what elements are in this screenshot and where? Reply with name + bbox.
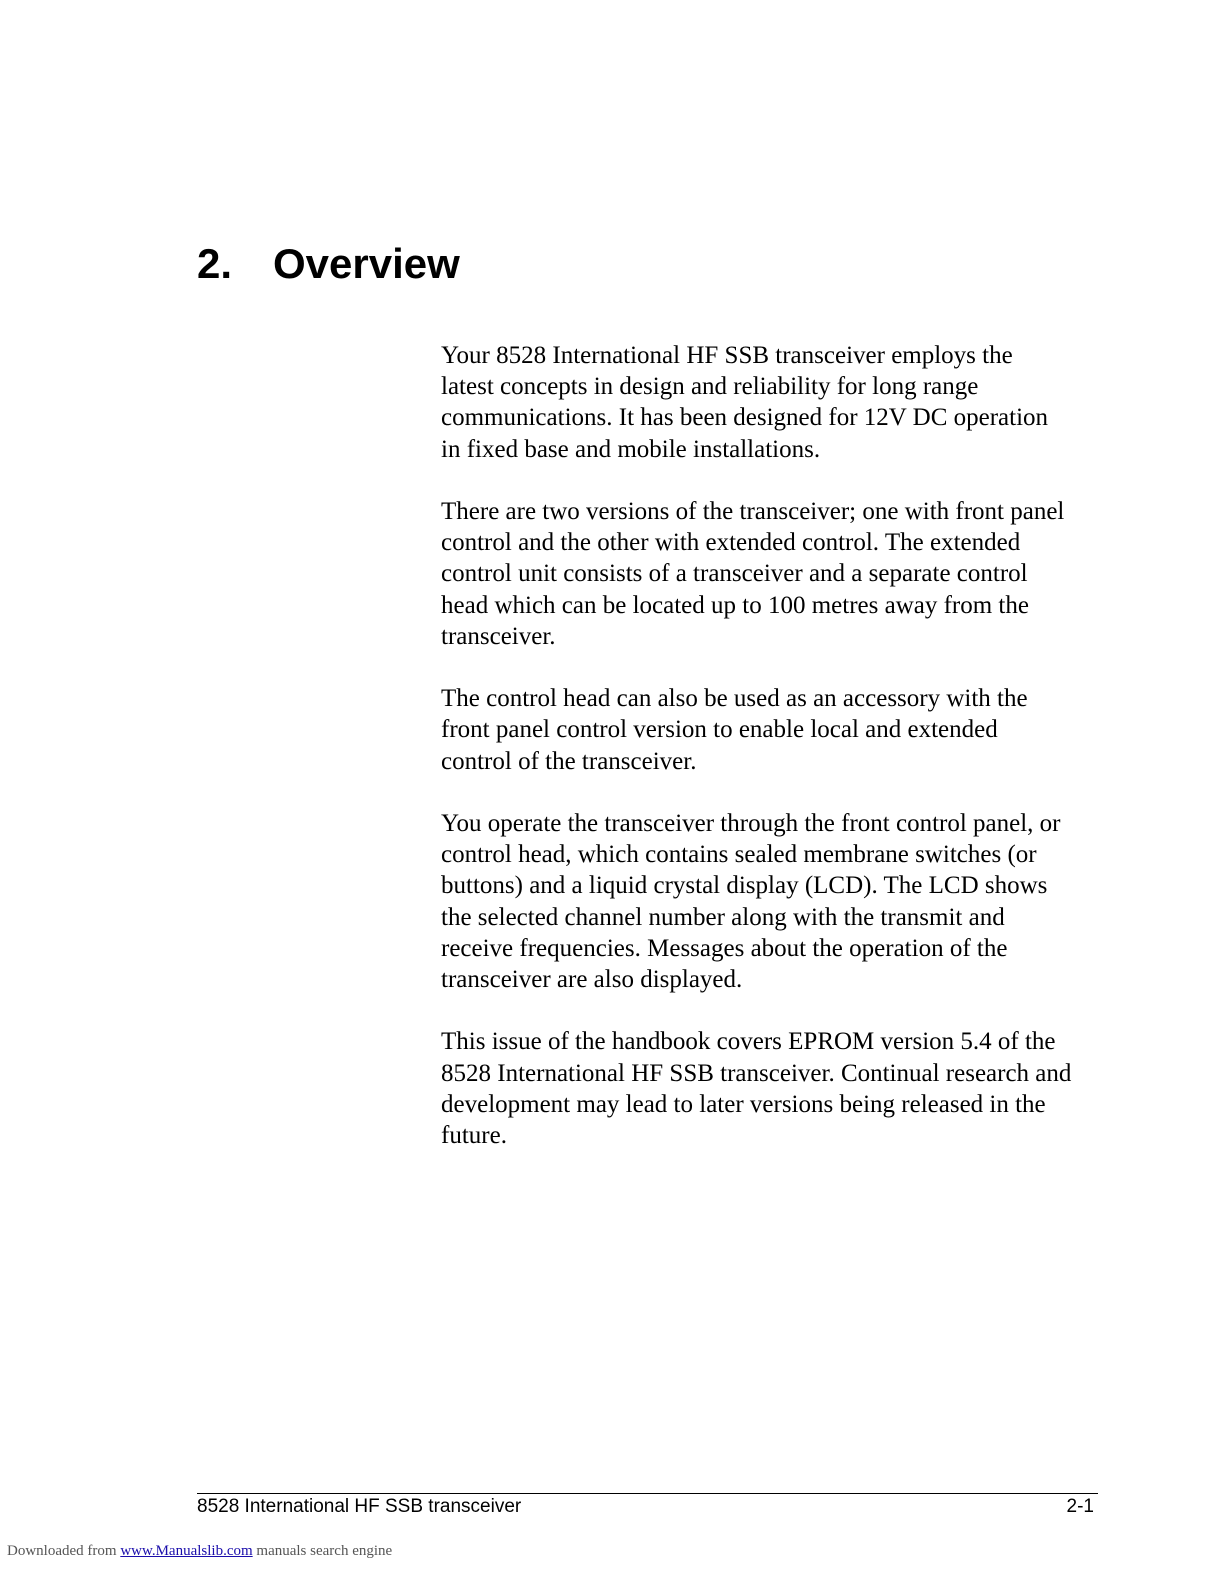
body-text <box>441 340 1141 1182</box>
text-line: control and the other with extended control. The extended <box>441 529 1021 557</box>
manualslib-link[interactable]: www.Manualslib.com <box>120 1543 253 1559</box>
text-line: head which can be located up to 100 metres away from the <box>441 591 1029 619</box>
text-line: control unit consists of a transceiver and a separate control <box>441 560 1028 588</box>
text-line: front panel control version to enable local and extended <box>441 716 998 744</box>
text-line: There are two versions of the transceiver; one with front panel <box>441 498 1065 525</box>
paragraph <box>441 683 1141 777</box>
text-line: control of the transceiver. <box>441 747 697 775</box>
text-line: The control head can also be used as an accessory with the <box>441 685 1028 713</box>
text-line: latest concepts in design and reliability for long range <box>441 373 979 401</box>
text-line: receive frequencies. Messages about the operation of the <box>441 934 1008 962</box>
text-line: control head, which contains sealed membrane switches (or <box>441 841 1037 869</box>
download-note <box>7 1542 392 1560</box>
footer-page-number: 2-1 <box>1066 1496 1094 1517</box>
text-line: the selected channel number along with the transmit and <box>441 903 1005 931</box>
text-line: communications. It has been designed for 12V DC operation <box>441 404 1049 432</box>
text-line: in fixed base and mobile installations. <box>441 435 821 463</box>
text-line: This issue of the handbook covers EPROM version 5.4 of the <box>441 1028 1056 1056</box>
paragraph <box>441 808 1141 995</box>
text-line: future. <box>441 1122 507 1150</box>
text-line: buttons) and a liquid crystal display (LCD). The LCD shows <box>441 872 1048 900</box>
chapter-title-text: Overview <box>273 240 460 287</box>
download-note-suffix: manuals search engine <box>252 1543 393 1559</box>
chapter-number: 2. <box>197 240 233 287</box>
paragraph <box>441 340 1141 465</box>
footer-product-name: 8528 International HF SSB transceiver <box>197 1496 522 1517</box>
download-note-prefix: Downloaded from <box>7 1543 121 1559</box>
chapter-title <box>197 236 460 292</box>
text-line: You operate the transceiver through the front control panel, or <box>441 810 1061 837</box>
text-line: Your 8528 International HF SSB transceiver employs the <box>441 342 1013 369</box>
text-line: 8528 International HF SSB transceiver. Continual research and <box>441 1059 1072 1087</box>
text-line: transceiver are also displayed. <box>441 966 743 994</box>
text-line: transceiver. <box>441 622 556 650</box>
footer-rule <box>197 1493 1098 1494</box>
paragraph <box>441 1026 1141 1151</box>
paragraph <box>441 496 1141 652</box>
text-line: development may lead to later versions being released in the <box>441 1090 1046 1118</box>
